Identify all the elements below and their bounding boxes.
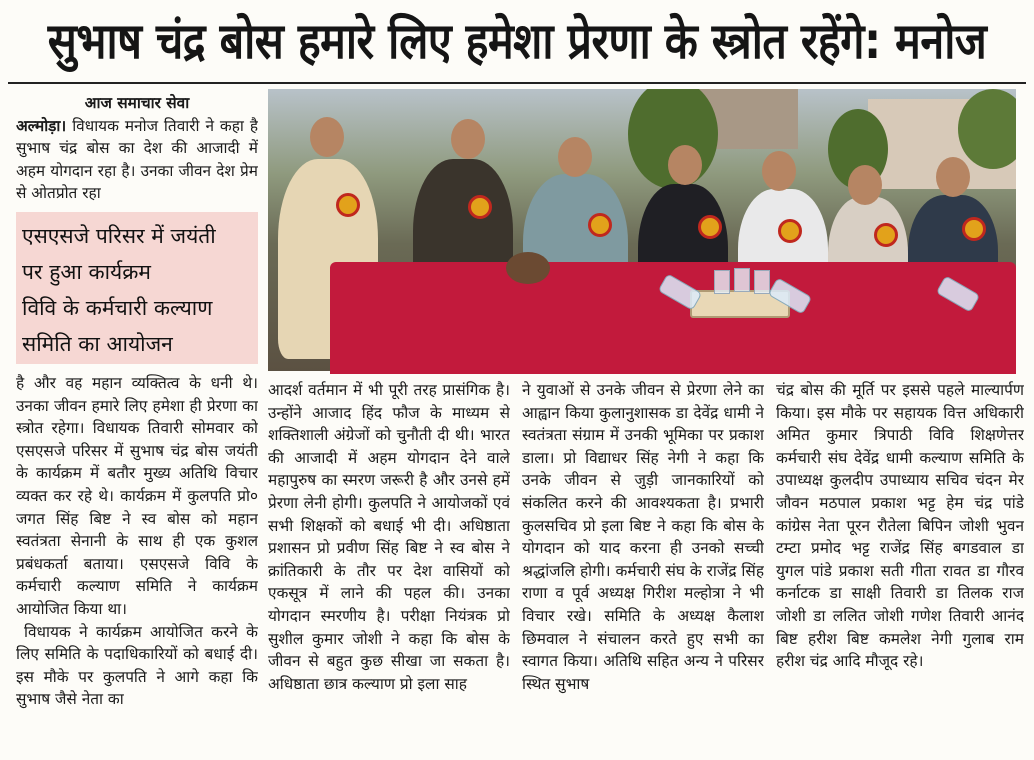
paragraph: विधायक ने कार्यक्रम आयोजित करने के लिए समिति के पदाधिकारियों को बधाई दी। इस मौके पर कुलपति ने आगे कहा कि सुभाष जैसे नेता का bbox=[16, 622, 258, 709]
person-head bbox=[848, 165, 882, 205]
rosette-badge bbox=[588, 213, 612, 237]
rosette-badge bbox=[962, 217, 986, 241]
subheading-line: पर हुआ कार्यक्रम bbox=[22, 260, 151, 284]
dateline: अल्मोड़ा। bbox=[16, 116, 67, 135]
person-head bbox=[762, 151, 796, 191]
paragraph: आदर्श वर्तमान में भी पूरी तरह प्रासंगिक है। उन्होंने आजाद हिंद फौज के माध्यम से शक्तिशाली अंग्रेजों को चुनौती दी थी। भारत की आजादी में अहम योगदान देने वाले महापुरुष का स्मरण जरूरी है और उनसे हमें प्रेरणा लेनी होगी। कुलपति ने आयोजकों एवं सभी शिक्षकों को बधाई भी दी। अधिष्ठाता प्रशासन प्रो प्रवीण सिंह बिष्ट ने स्व बोस ने क्रांतिकारी के तौर पर देश वासियों को एकसूत्र में लाने की पहल की। उनका योगदान स्मरणीय है। परीक्षा नियंत्रक प्रो सुशील कुमार जोशी ने कहा कि बोस के जीवन से बहुत कुछ सीखा जा सकता है। अधिष्ठाता छात्र कल्याण प्रो इला साह bbox=[268, 381, 510, 693]
subheading-box bbox=[16, 212, 258, 364]
paragraph: चंद्र बोस की मूर्ति पर इससे पहले माल्यार्पण किया। इस मौके पर सहायक वित्त अधिकारी अमित कुमार त्रिपाठी विवि शिक्षणेत्तर कर्मचारी संघ देवेंद्र धामी कल्याण समिति के उपाध्यक्ष कुलदीप उपाध्याय सचिव चंदन मेर जौवन मठपाल प्रकाश भट्ट हेम चंद्र पांडे कांग्रेस नेता पूरन रौतेला बिपिन जोशी भुवन टम्टा प्रमोद भट्ट राजेंद्र सिंह बगडवाल डा युगल पांडे प्रकाश सती गीता रावत डा गौरव कर्नाटक डा साक्षी तिवारी डा तिलक राज जोशी डा ललित जोशी गणेश तिवारी आनंद बिष्ट हरीश बिष्ट कमलेश नेगी गुलाब राम हरीश चंद्र आदि मौजूद रहे। bbox=[776, 381, 1024, 671]
person-head bbox=[558, 137, 592, 177]
person-head bbox=[310, 117, 344, 157]
paragraph: ने युवाओं से उनके जीवन से प्रेरणा लेने का आह्वान किया कुलानुशासक डा देवेंद्र धामी ने स्वतंत्रता संग्राम में उनकी भूमिका पर प्रकाश डाला। प्रो विद्याधर सिंह नेगी ने कहा कि उनके जीवन से जुड़ी जानकारियों को संकलित करने की आवश्यकता है। प्रभारी कुलसचिव प्रो इला बिष्ट ने कहा कि बोस के योगदान को याद करना ही उनको सच्ची श्रद्धांजलि होगी। कर्मचारी संघ के राजेंद्र सिंह राणा व पूर्व अध्यक्ष गिरीश मल्होत्रा ने भी विचार रखे। समिति के अध्यक्ष कैलाश छिमवाल ने संचालन करते हुए सभी का स्वागत किया। अतिथि सहित अन्य ने परिसर स्थित सुभाष bbox=[522, 381, 764, 693]
text-column-1 bbox=[16, 372, 258, 756]
water-glass bbox=[754, 270, 770, 294]
lead-column bbox=[16, 92, 258, 210]
rosette-badge bbox=[698, 215, 722, 239]
subheading-line: विवि के कर्मचारी कल्याण bbox=[22, 296, 213, 320]
paragraph: है और वह महान व्यक्तित्व के धनी थे। उनका जीवन हमारे लिए हमेशा ही प्रेरणा का स्त्रोत रहेगा। विधायक तिवारी सोमवार को एसएसजे परिसर में सुभाष चंद्र बोस जयंती के कार्यक्रम में बतौर मुख्य अतिथि विचार व्यक्त कर रहे थे। कार्यक्रम में कुलपति प्रो० जगत सिंह बिष्ट ने स्व बोस को महान स्वतंत्रता सेनानी के साथ ही एक कुशल प्रबंधकर्ता बताया। एसएसजे विवि के कर्मचारी कल्याण समिति ने कार्यक्रम आयोजित किया था। bbox=[16, 374, 258, 618]
subheading-line: एसएसजे परिसर में जयंती bbox=[22, 224, 216, 248]
subheading-line: समिति का आयोजन bbox=[22, 332, 173, 356]
person-head bbox=[668, 145, 702, 185]
headline-divider bbox=[8, 82, 1026, 84]
text-column-3 bbox=[522, 379, 764, 756]
water-glass bbox=[714, 270, 730, 294]
person-head bbox=[936, 157, 970, 197]
rosette-badge bbox=[336, 193, 360, 217]
byline: आज समाचार सेवा bbox=[84, 94, 190, 112]
person-head bbox=[451, 119, 485, 159]
text-column-2 bbox=[268, 379, 510, 756]
article-headline: सुभाष चंद्र बोस हमारे लिए हमेशा प्रेरणा के स्त्रोत रहेंगे: मनोज bbox=[47, 13, 987, 71]
rosette-badge bbox=[778, 219, 802, 243]
plant-pot bbox=[506, 252, 550, 284]
rosette-badge bbox=[468, 195, 492, 219]
lead-text: विधायक मनोज तिवारी ने कहा है सुभाष चंद्र बोस का देश की आजादी में अहम योगदान रहा है। उनका जीवन देश प्रेम से ओतप्रोत रहा bbox=[16, 116, 258, 203]
text-column-4 bbox=[776, 379, 1024, 756]
rosette-badge bbox=[874, 223, 898, 247]
water-glass bbox=[734, 268, 750, 292]
